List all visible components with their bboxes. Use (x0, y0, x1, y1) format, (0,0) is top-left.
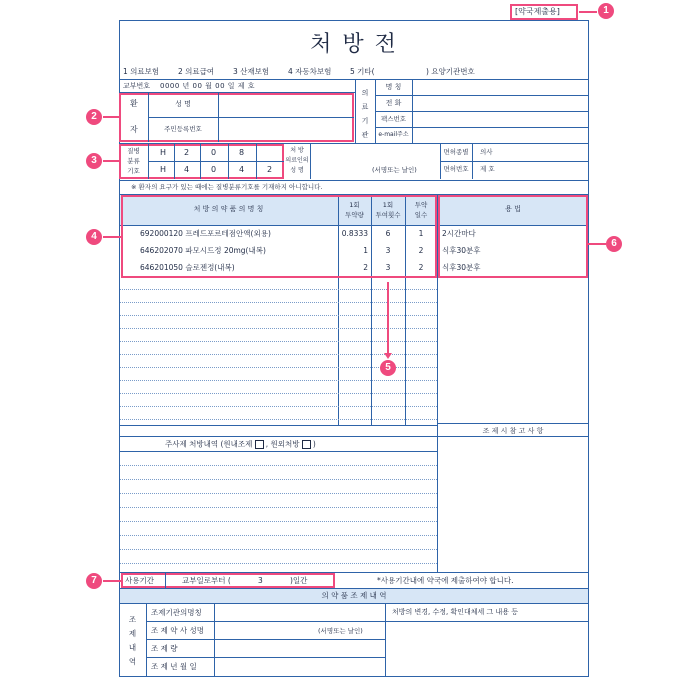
usage-period-suffix: )일간 (290, 576, 308, 585)
in-house-checkbox[interactable] (255, 440, 264, 449)
doctor-name-label: 처 방 의료인의 성 명 (285, 147, 309, 174)
dispensing-date-label: 조 제 년 월 일 (151, 662, 197, 671)
med-row-2-dose: 1 (363, 246, 368, 255)
times-header: 1회 투여횟수 (375, 201, 401, 219)
med-row-1-days: 1 (418, 229, 424, 238)
issue-number-label: 교부번호 (123, 82, 151, 90)
disease-code-notice: ※ 환자의 요구가 있는 때에는 질병분류기호를 기재하지 아니합니다. (131, 183, 323, 191)
patient-label-top: 환 (130, 99, 138, 108)
disease-code-2-char-2: 4 (184, 165, 190, 174)
institution-name-label: 명 칭 (385, 83, 402, 91)
license-number-label: 면허번호 (443, 165, 469, 173)
callout-1-arrow (579, 11, 597, 13)
institution-side-label: 의 료 기 관 (361, 89, 369, 139)
med-name-header: 처 방 의 약 품 의 명 칭 (193, 205, 264, 213)
issue-number-value: 0000 년 00 월 00 일 제 호 (160, 82, 256, 90)
callout-5-arrow (387, 282, 389, 357)
disease-code-1-char-2: 2 (184, 148, 190, 157)
usage-period-label: 사용기간 (125, 576, 154, 585)
disease-code-2-char-5: 2 (267, 165, 273, 174)
callout-5: 5 (380, 360, 396, 376)
med-row-3-days: 2 (418, 263, 424, 272)
patient-id-label: 주민등록번호 (164, 125, 202, 133)
med-row-2-days: 2 (418, 246, 424, 255)
dose-header: 1회 투약량 (345, 201, 364, 219)
institution-phone-label: 전 화 (385, 99, 402, 107)
insurance-type-3: 3 산재보험 (233, 67, 270, 76)
usage-period-note: *사용기간내에 약국에 제출하여야 합니다. (377, 576, 514, 585)
patient-name-label: 성 명 (175, 100, 191, 108)
dispensing-amount-label: 조 제 량 (151, 644, 178, 653)
days-header: 투약 일수 (414, 201, 428, 219)
institution-fax-label: 팩스번호 (380, 115, 407, 123)
license-type-value: 의사 (480, 148, 493, 156)
med-row-3-times: 3 (385, 263, 391, 272)
dispensing-institution-label: 조제기관의명칭 (151, 608, 202, 617)
med-row-1-times: 6 (385, 229, 391, 238)
callout-1: 1 (598, 3, 614, 19)
med-row-2-name: 646202070 파모시드정 20mg(내복) (140, 246, 266, 255)
usage-period-days: 3 (258, 576, 263, 585)
usage-box (438, 195, 588, 278)
med-row-3-name: 646201050 슬로젠정(내복) (140, 263, 235, 272)
license-type-label: 면허종별 (443, 148, 469, 156)
usage-period-prefix: 교부일로부터 ( (182, 576, 231, 585)
doctor-sign-note: (서명또는 날인) (372, 166, 417, 174)
insurance-type-5: 5 기타( (350, 67, 375, 76)
disease-code-1-char-4: 8 (239, 148, 245, 157)
callout-3: 3 (86, 153, 102, 169)
callout-4: 4 (86, 229, 102, 245)
dispensing-header: 의 약 품 조 제 내 역 (321, 591, 387, 600)
form-title: 처 방 전 (310, 32, 398, 57)
outside-checkbox[interactable] (302, 440, 311, 449)
institution-email-label: e-mail주소 (378, 131, 409, 138)
disease-code-label: 질병 분류 기호 (127, 147, 140, 175)
dispensing-reference-label: 조 제 시 참 고 사 항 (482, 427, 544, 435)
callout-7: 7 (86, 573, 102, 589)
dispensing-side-label: 조 제 내 역 (128, 615, 137, 666)
insurance-type-2: 2 의료급여 (178, 67, 215, 76)
institution-number-label: ) 요양기관번호 (426, 67, 475, 76)
submission-stamp: [약국제출용] (515, 7, 560, 16)
injection-section-label: 주사제 처방내역 (원내조제 , 원외처방 ) (165, 439, 316, 449)
med-row-1-usage: 2시간마다 (442, 229, 476, 238)
insurance-type-4: 4 자동차보험 (288, 67, 332, 76)
disease-code-2-char-4: 4 (239, 165, 245, 174)
med-row-2-usage: 식후30분후 (442, 246, 481, 255)
med-row-2-times: 3 (385, 246, 391, 255)
callout-6: 6 (606, 236, 622, 252)
dispensing-pharmacist-label: 조 제 약 사 성명 (151, 626, 205, 635)
insurance-type-1: 1 의료보험 (123, 67, 160, 76)
med-row-3-dose: 2 (363, 263, 368, 272)
disease-code-2-char-1: H (160, 165, 167, 174)
med-row-1-dose: 0.8333 (341, 229, 368, 238)
pharmacist-sign-note: (서명또는 날인) (318, 627, 363, 635)
med-row-3-usage: 식후30분후 (442, 263, 481, 272)
disease-code-1-char-1: H (160, 148, 167, 157)
usage-header: 용 법 (505, 205, 521, 213)
disease-code-2-char-3: 0 (211, 165, 217, 174)
med-list-box (121, 195, 437, 278)
prescription-change-label: 처방의 변경, 수정, 확인대체세 그 내용 등 (392, 608, 518, 616)
patient-label-bottom: 자 (130, 125, 138, 134)
license-number-value: 제 호 (480, 165, 495, 173)
med-row-1-name: 692000120 프레드포르테점안액(외용) (140, 229, 271, 238)
disease-code-1-char-3: 0 (211, 148, 217, 157)
callout-2: 2 (86, 109, 102, 125)
